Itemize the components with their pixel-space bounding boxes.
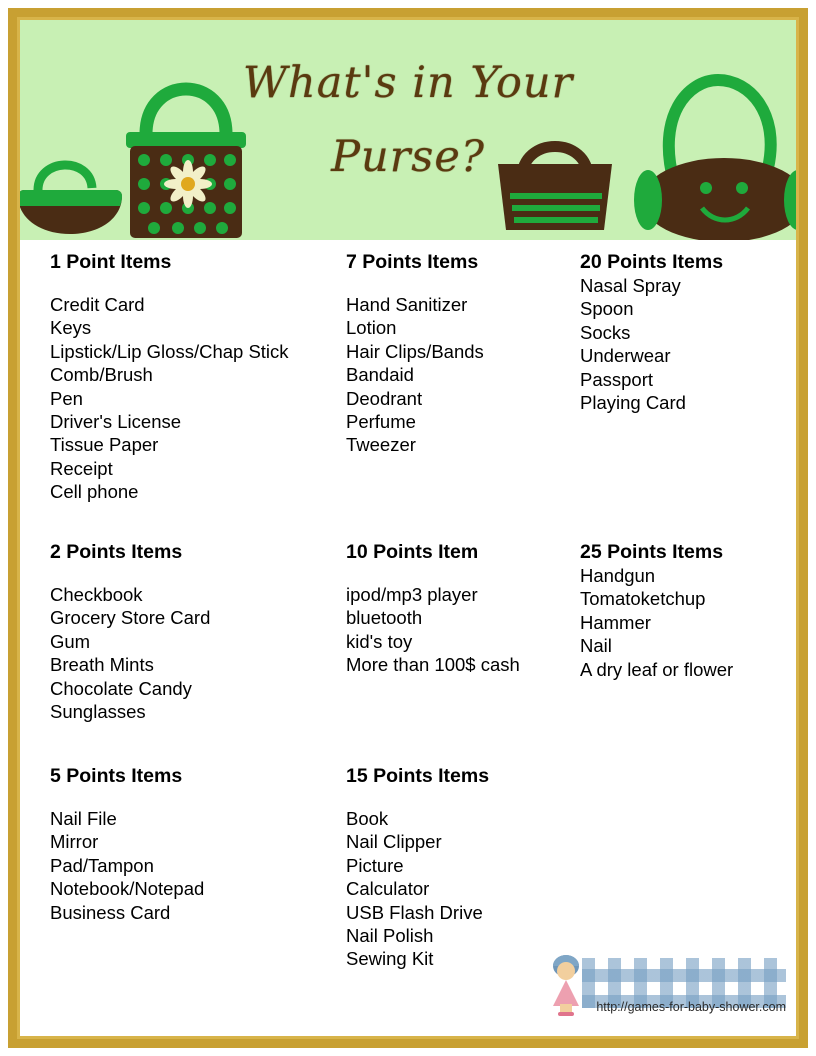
list-item: Tomatoketchup [580, 588, 706, 610]
page-title-line1: What's in Your [242, 58, 574, 108]
page-title-line2: Purse? [331, 132, 485, 182]
list-item: Hand Sanitizer [346, 294, 468, 315]
list-item: Perfume [346, 411, 416, 433]
list-item: Pen [50, 387, 83, 409]
section-heading: 5 Points Items [50, 765, 183, 787]
list-item: Nasal Spray [580, 275, 681, 296]
section-list [580, 564, 796, 681]
section-heading: 10 Points Item [346, 541, 479, 563]
list-item: kid's toy [346, 630, 413, 652]
list-item: Underwear [580, 345, 671, 367]
list-item: Picture [346, 854, 404, 876]
section-heading: 2 Points Items [50, 541, 183, 563]
purse-polkadot-icon [116, 60, 256, 240]
list-item: Hair Clips/Bands [346, 340, 484, 362]
section-heading: 15 Points Items [346, 765, 490, 787]
section-list [50, 807, 350, 924]
section-list [50, 293, 350, 504]
list-item: Receipt [50, 457, 113, 479]
list-item: Deodrant [346, 387, 423, 409]
list-item: Tweezer [346, 434, 416, 456]
section-10-points-item [346, 540, 586, 677]
section-7-points-items [346, 250, 586, 457]
section-5-points-items [50, 764, 350, 924]
list-item: Breath Mints [50, 654, 154, 676]
list-item: A dry leaf or flower [580, 658, 734, 680]
section-2-points-items [50, 540, 350, 723]
purse-smiley-icon [632, 58, 796, 240]
list-item: Playing Card [580, 392, 686, 414]
list-item: Chocolate Candy [50, 677, 192, 699]
section-20-points-items [580, 250, 796, 414]
list-item: bluetooth [346, 607, 423, 629]
list-item: Calculator [346, 878, 430, 900]
header-banner [20, 20, 796, 240]
section-list [346, 807, 586, 971]
list-item: Mirror [50, 831, 99, 853]
list-item: Hammer [580, 611, 651, 633]
section-heading: 7 Points Items [346, 251, 479, 273]
purse-striped-icon [490, 120, 620, 240]
list-item: Cell phone [50, 481, 139, 503]
list-item: Lotion [346, 317, 397, 339]
list-item: Bandaid [346, 364, 414, 386]
section-heading: 25 Points Items [580, 541, 724, 563]
section-list [50, 583, 350, 723]
list-item: Spoon [580, 298, 634, 320]
list-item: Tissue Paper [50, 434, 159, 456]
list-item: Book [346, 808, 389, 829]
section-list [346, 293, 586, 457]
footer-watermark [536, 958, 786, 1020]
list-item: Nail File [50, 808, 117, 829]
items-content [20, 240, 796, 1030]
list-item: Passport [580, 368, 654, 390]
list-item: USB Flash Drive [346, 901, 483, 923]
section-heading: 20 Points Items [580, 251, 724, 273]
section-heading: 1 Point Items [50, 251, 172, 273]
list-item: Notebook/Notepad [50, 878, 205, 900]
list-item: Sewing Kit [346, 948, 434, 970]
list-item: More than 100$ cash [346, 654, 520, 676]
list-item: Gum [50, 630, 91, 652]
footer-url: http://games-for-baby-shower.com [596, 1000, 786, 1014]
purse-small-icon [20, 128, 128, 238]
list-item: Socks [580, 321, 631, 343]
section-1-point-items [50, 250, 350, 504]
list-item: Comb/Brush [50, 364, 153, 386]
section-list [580, 274, 796, 414]
list-item: Pad/Tampon [50, 854, 154, 876]
list-item: Nail Clipper [346, 831, 442, 853]
list-item: ipod/mp3 player [346, 584, 478, 605]
list-item: Sunglasses [50, 701, 146, 723]
list-item: Lipstick/Lip Gloss/Chap Stick [50, 340, 289, 362]
list-item: Driver's License [50, 411, 182, 433]
list-item: Handgun [580, 565, 656, 586]
list-item: Nail [580, 635, 612, 657]
list-item: Business Card [50, 901, 171, 923]
section-25-points-items [580, 540, 796, 681]
section-15-points-items [346, 764, 586, 971]
list-item: Keys [50, 317, 92, 339]
section-list [346, 583, 586, 677]
list-item: Nail Polish [346, 925, 434, 947]
list-item: Credit Card [50, 294, 145, 315]
list-item: Grocery Store Card [50, 607, 211, 629]
list-item: Checkbook [50, 584, 143, 605]
